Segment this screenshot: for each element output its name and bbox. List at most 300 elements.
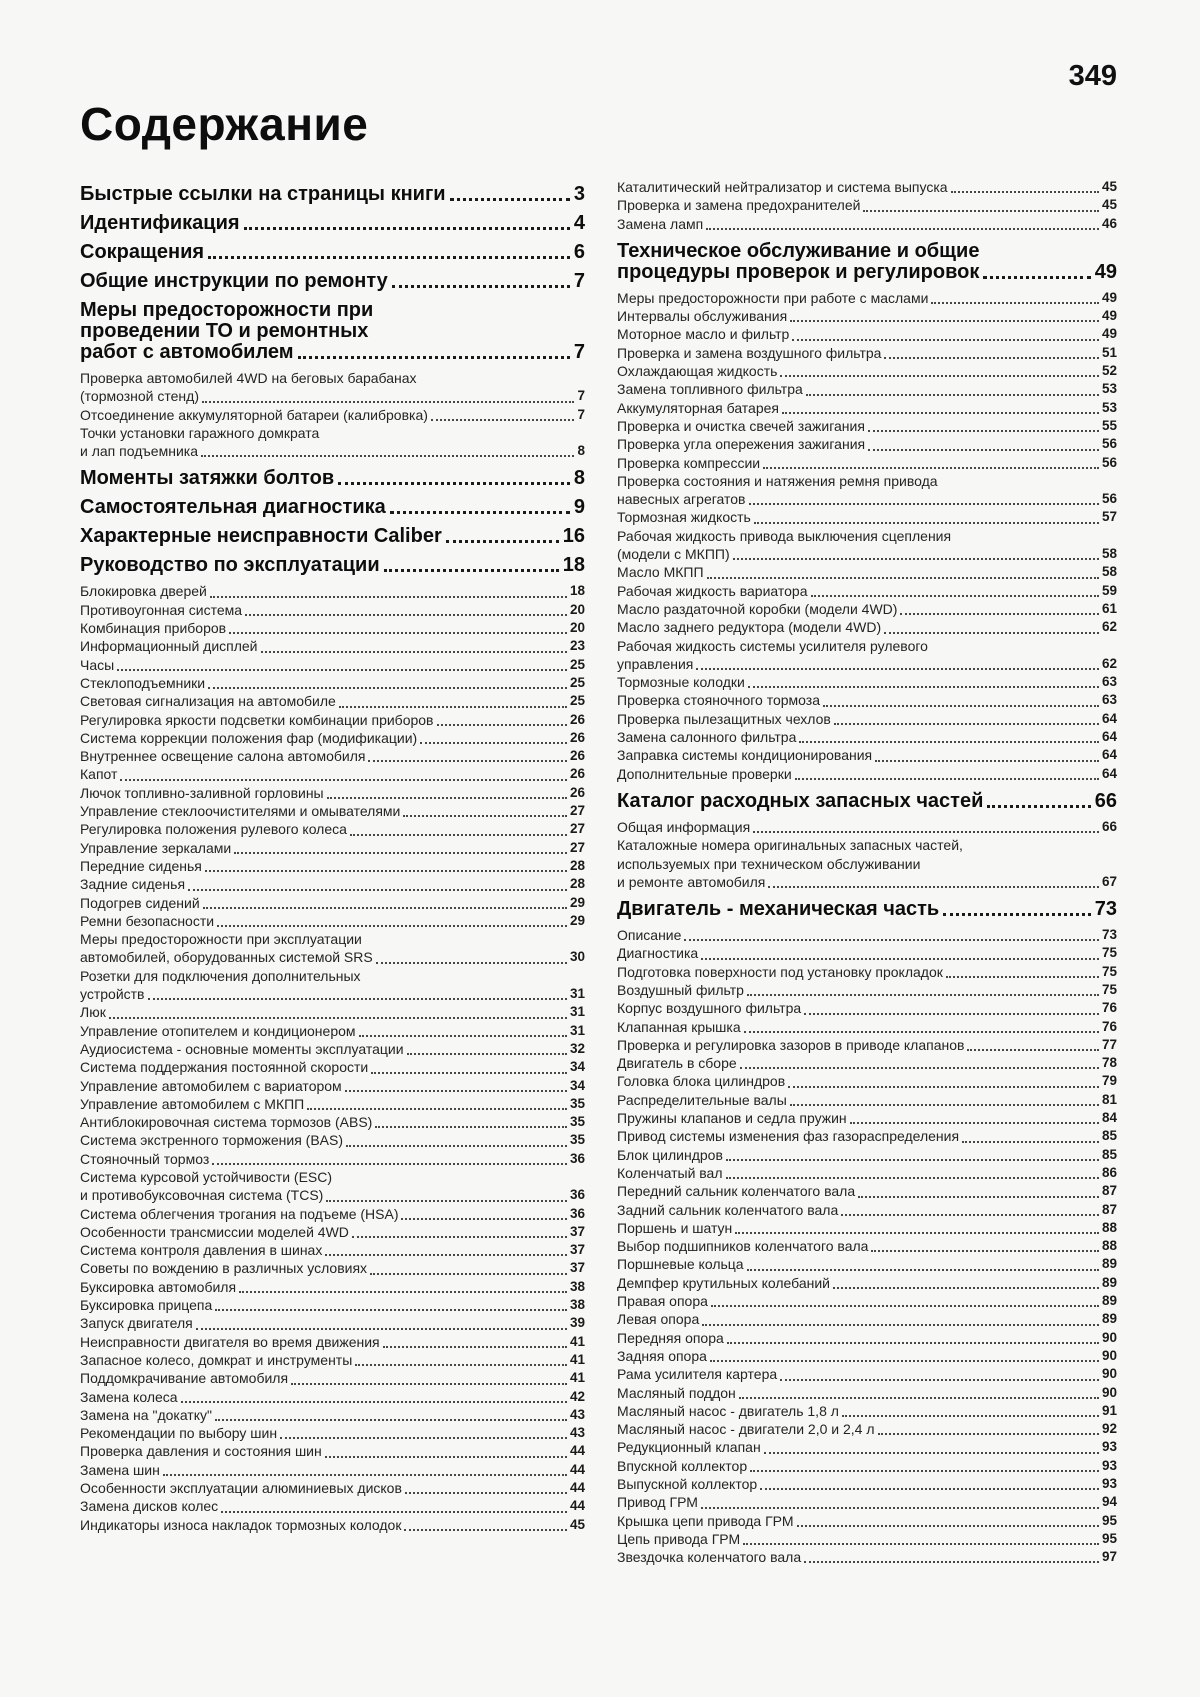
dot-leader (878, 1433, 1099, 1435)
toc-entry (617, 1347, 1117, 1365)
entry-page: 58 (1101, 546, 1117, 562)
toc-content (80, 98, 1117, 1566)
entry-page: 67 (1101, 873, 1117, 889)
dot-leader (404, 1529, 567, 1531)
dot-leader (201, 455, 574, 457)
entry-page: 51 (1101, 344, 1117, 360)
entry-title: Стояночный тормоз (80, 1150, 210, 1167)
entry-title: Головка блока цилиндров (617, 1073, 786, 1090)
entry-page: 64 (1101, 747, 1117, 763)
toc-entry (617, 944, 1117, 962)
toc-entry (617, 325, 1117, 343)
entry-title: Проверка и регулировка зазоров в приводе клапанов (617, 1036, 965, 1053)
toc-entry (617, 1310, 1117, 1328)
entry-page: 87 (1101, 1183, 1117, 1199)
entry-title: процедуры проверок и регулировок (617, 260, 980, 283)
entry-page: 49 (1101, 326, 1117, 342)
entry-page: 76 (1101, 1018, 1117, 1034)
dot-leader (706, 228, 1099, 230)
dot-leader (375, 1126, 567, 1128)
toc-entry (617, 1420, 1117, 1438)
entry-page: 59 (1101, 582, 1117, 598)
entry-page: 89 (1101, 1311, 1117, 1327)
entry-title: Проверка давления и состояния шин (80, 1443, 322, 1460)
entry-title: Ремни безопасности (80, 912, 215, 929)
dot-leader (983, 276, 1090, 279)
entry-title: Клапанная крышка (617, 1018, 741, 1035)
entry-page: 56 (1101, 454, 1117, 470)
toc-entry (80, 526, 585, 547)
toc-entry (80, 1077, 585, 1095)
entry-title: Аккумуляторная батарея (617, 399, 779, 416)
dot-leader (420, 742, 567, 744)
entry-title: Руководство по эксплуатации (80, 554, 380, 577)
dot-leader (202, 401, 574, 403)
entry-title: Проверка пылезащитных чехлов (617, 710, 831, 727)
entry-page: 25 (569, 674, 585, 690)
toc-entry (617, 1255, 1117, 1273)
entry-title: Описание (617, 927, 682, 944)
toc-entry (617, 1512, 1117, 1530)
dot-leader (726, 1159, 1099, 1161)
entry-page: 7 (577, 388, 585, 404)
toc-entry (617, 673, 1117, 691)
toc-entry (80, 424, 585, 461)
toc-entry (617, 1493, 1117, 1511)
dot-leader (747, 1269, 1099, 1271)
entry-page: 75 (1101, 963, 1117, 979)
dot-leader (753, 831, 1099, 833)
entry-title: Подогрев сидений (80, 894, 200, 911)
entry-page: 43 (569, 1406, 585, 1422)
toc-entry (617, 791, 1117, 812)
entry-title: используемых при техническом обслуживании (617, 855, 921, 872)
dot-leader (355, 1364, 567, 1366)
entry-title: Световая сигнализация на автомобиле (80, 693, 336, 710)
toc-entry (80, 1150, 585, 1168)
entry-title: Стеклоподъемники (80, 674, 206, 691)
dot-leader (244, 227, 570, 230)
toc-entry (617, 1201, 1117, 1219)
dot-leader (205, 870, 567, 872)
entry-page: 66 (1094, 789, 1117, 812)
dot-leader (234, 852, 567, 854)
entry-title: Меры предосторожности при эксплуатации (80, 931, 362, 948)
entry-title: Проверка стояночного тормоза (617, 692, 820, 709)
toc-entry (617, 1438, 1117, 1456)
dot-leader (208, 256, 570, 259)
toc-entry (80, 582, 585, 600)
toc-entry (617, 435, 1117, 453)
entry-title: Корпус воздушного фильтра (617, 1000, 802, 1017)
toc-entry (617, 600, 1117, 618)
toc-entry (617, 728, 1117, 746)
toc-entry (80, 1278, 585, 1296)
toc-entry (80, 967, 585, 1004)
entry-title: Замена шин (80, 1461, 160, 1478)
dot-leader (239, 1291, 567, 1293)
dot-leader (967, 1049, 1099, 1051)
toc-entry (80, 1516, 585, 1534)
toc-entry (80, 839, 585, 857)
entry-page: 56 (1101, 491, 1117, 507)
entry-title: Передняя опора (617, 1329, 724, 1346)
entry-title: Правая опора (617, 1293, 708, 1310)
entry-title: Индикаторы износа накладок тормозных колодок (80, 1516, 402, 1533)
dot-leader (371, 1072, 567, 1074)
entry-title: Цепь привода ГРМ (617, 1530, 741, 1547)
entry-page: 29 (569, 894, 585, 910)
toc-entry (617, 527, 1117, 564)
dot-leader (780, 1379, 1099, 1381)
entry-title: Управление зеркалами (80, 839, 232, 856)
entry-page: 41 (569, 1351, 585, 1367)
entry-title: Рама усилителя картера (617, 1366, 778, 1383)
entry-page: 27 (569, 821, 585, 837)
dot-leader (196, 1328, 567, 1330)
toc-entry (80, 1241, 585, 1259)
toc-entry (80, 1131, 585, 1149)
entry-title: Масляный поддон (617, 1384, 736, 1401)
dot-leader (763, 467, 1099, 469)
entry-page: 39 (569, 1315, 585, 1331)
dot-leader (229, 632, 567, 634)
dot-leader (931, 302, 1099, 304)
entry-page: 94 (1101, 1494, 1117, 1510)
entry-title: Система облегчения трогания на подъеме (HSA) (80, 1205, 399, 1222)
entry-page: 37 (569, 1242, 585, 1258)
entry-title: Дополнительные проверки (617, 765, 792, 782)
dot-leader (850, 1122, 1099, 1124)
toc-entry (80, 857, 585, 875)
entry-page: 64 (1101, 729, 1117, 745)
entry-title: Антиблокировочная система тормозов (ABS) (80, 1114, 373, 1131)
entry-title: Часы (80, 656, 115, 673)
dot-leader (946, 976, 1099, 978)
dot-leader (327, 797, 567, 799)
dot-leader (221, 1511, 567, 1513)
entry-page: 58 (1101, 564, 1117, 580)
entry-title: устройств (80, 986, 145, 1003)
entry-page: 89 (1101, 1293, 1117, 1309)
toc-entry (617, 563, 1117, 581)
entry-page: 25 (569, 693, 585, 709)
toc-entry (617, 508, 1117, 526)
entry-title: Проверка и замена воздушного фильтра (617, 344, 882, 361)
entry-title: и ремонте автомобиля (617, 873, 766, 890)
dot-leader (215, 1419, 567, 1421)
toc-entry (617, 1457, 1117, 1475)
entry-page: 86 (1101, 1164, 1117, 1180)
toc-entry (617, 1091, 1117, 1109)
toc-entry (80, 1351, 585, 1369)
dot-leader (760, 1488, 1099, 1490)
page-title: Содержание (80, 98, 369, 150)
entry-title: Редукционный клапан (617, 1439, 761, 1456)
entry-title: Система коррекции положения фар (модификации) (80, 729, 418, 746)
toc-entry (617, 1384, 1117, 1402)
entry-page: 3 (573, 183, 585, 205)
entry-title: Проверка и очистка свечей зажигания (617, 417, 865, 434)
entry-title: Проверка угла опережения зажигания (617, 436, 866, 453)
entry-page: 42 (569, 1388, 585, 1404)
dot-leader (280, 1437, 567, 1439)
entry-title: (модели с МКПП) (617, 546, 730, 563)
toc-entry (617, 963, 1117, 981)
entry-title: Буксировка прицепа (80, 1297, 213, 1314)
entry-title: и лап подъемника (80, 443, 198, 460)
entry-title: Коленчатый вал (617, 1164, 723, 1181)
toc-entry (617, 618, 1117, 636)
entry-page: 78 (1101, 1055, 1117, 1071)
dot-leader (261, 651, 567, 653)
dot-leader (875, 760, 1099, 762)
dot-leader (790, 1104, 1099, 1106)
toc-column-right (617, 178, 1117, 1566)
toc-entry (617, 215, 1117, 233)
entry-title: Заправка системы кондиционирования (617, 747, 873, 764)
dot-leader (181, 1401, 567, 1403)
entry-title: Двигатель - механическая часть (617, 898, 940, 921)
dot-leader (711, 1305, 1099, 1307)
entry-title: Поршень и шатун (617, 1219, 733, 1236)
entry-title: (тормозной стенд) (80, 388, 199, 405)
entry-page: 28 (569, 876, 585, 892)
toc-entry (80, 1369, 585, 1387)
entry-title: Рабочая жидкость вариатора (617, 582, 808, 599)
toc-entry (80, 1168, 585, 1205)
toc-entry (80, 1406, 585, 1424)
entry-page: 62 (1101, 619, 1117, 635)
entry-title: работ с автомобилем (80, 341, 294, 363)
entry-page: 31 (569, 986, 585, 1002)
entry-page: 81 (1101, 1091, 1117, 1107)
entry-title: Поддомкрачивание автомобиля (80, 1370, 289, 1387)
toc-entry (80, 1113, 585, 1131)
dot-leader (298, 356, 570, 359)
entry-title: Передние сиденья (80, 857, 202, 874)
entry-title: Двигатель в сборе (617, 1055, 737, 1072)
dot-leader (345, 1090, 567, 1092)
toc-entry (80, 1388, 585, 1406)
dot-leader (749, 503, 1099, 505)
entry-title: Замена колеса (80, 1388, 178, 1405)
dot-leader (450, 198, 570, 201)
entry-page: 38 (569, 1278, 585, 1294)
entry-page: 18 (569, 583, 585, 599)
dot-leader (727, 1342, 1099, 1344)
dot-leader (117, 669, 567, 671)
entry-title: Рабочая жидкость системы усилителя рулевого (617, 637, 928, 654)
entry-page: 75 (1101, 981, 1117, 997)
entry-page: 44 (569, 1443, 585, 1459)
entry-title: Запасное колесо, домкрат и инструменты (80, 1351, 353, 1368)
dot-leader (962, 1141, 1099, 1143)
entry-page: 97 (1101, 1549, 1117, 1565)
dot-leader (795, 778, 1099, 780)
toc-column-left (80, 98, 585, 1566)
entry-page: 20 (569, 601, 585, 617)
entry-page: 92 (1101, 1421, 1117, 1437)
entry-title: проведении ТО и ремонтных (80, 320, 369, 342)
dot-leader (338, 482, 570, 485)
entry-page: 29 (569, 912, 585, 928)
dot-leader (401, 1218, 566, 1220)
entry-title: Отсоединение аккумуляторной батареи (калибровка) (80, 406, 428, 423)
toc-entry (617, 1146, 1117, 1164)
toc-entry (80, 271, 585, 292)
dot-leader (823, 705, 1099, 707)
toc-entry (617, 1127, 1117, 1145)
entry-page: 84 (1101, 1110, 1117, 1126)
dot-leader (943, 913, 1091, 916)
toc-entry (617, 1054, 1117, 1072)
entry-title: Противоугонная система (80, 601, 243, 618)
dot-leader (370, 1273, 567, 1275)
toc-entry (617, 472, 1117, 509)
entry-page: 7 (573, 341, 585, 363)
dot-leader (782, 412, 1099, 414)
dot-leader (780, 375, 1099, 377)
toc-entry (617, 1219, 1117, 1237)
entry-title: Рекомендации по выбору шин (80, 1425, 278, 1442)
entry-page: 31 (569, 1022, 585, 1038)
dot-leader (743, 1543, 1099, 1545)
entry-page: 31 (569, 1004, 585, 1020)
entry-page: 9 (573, 496, 585, 519)
dot-leader (212, 1163, 567, 1165)
entry-title: Розетки для подключения дополнительных (80, 967, 361, 984)
entry-title: Запуск двигателя (80, 1315, 193, 1332)
entry-title: Проверка и замена предохранителей (617, 197, 861, 214)
entry-page: 25 (569, 656, 585, 672)
dot-leader (696, 668, 1099, 670)
toc-entry (80, 692, 585, 710)
entry-title: Звездочка коленчатого вала (617, 1549, 802, 1566)
dot-leader (376, 962, 567, 964)
toc-entry (80, 1040, 585, 1058)
toc-entry (80, 674, 585, 692)
toc-entry (617, 399, 1117, 417)
entry-title: Замена дисков колес (80, 1498, 219, 1515)
toc-entry (617, 1237, 1117, 1255)
entry-title: Распределительные валы (617, 1091, 787, 1108)
toc-entry (617, 1329, 1117, 1347)
toc-entry (617, 981, 1117, 999)
toc-entry (80, 1314, 585, 1332)
entry-title: навесных агрегатов (617, 491, 746, 508)
dot-leader (346, 1145, 567, 1147)
entry-title: Неисправности двигателя во время движения (80, 1333, 380, 1350)
dot-leader (684, 939, 1099, 941)
entry-page: 7 (573, 270, 585, 292)
toc-entry (80, 784, 585, 802)
entry-page: 35 (569, 1132, 585, 1148)
dot-leader (900, 613, 1099, 615)
toc-entry (617, 1164, 1117, 1182)
toc-entry (80, 1424, 585, 1442)
toc-entries-left (80, 176, 585, 1534)
entry-title: Люк (80, 1004, 106, 1021)
toc-entry (80, 802, 585, 820)
dot-leader (841, 1214, 1099, 1216)
toc-entry (617, 582, 1117, 600)
toc-entry (80, 894, 585, 912)
toc-entry (80, 747, 585, 765)
entry-page: 64 (1101, 765, 1117, 781)
toc-entry (617, 1292, 1117, 1310)
toc-entry (80, 300, 585, 363)
entry-page: 49 (1101, 308, 1117, 324)
toc-entry (80, 1003, 585, 1021)
entry-title: автомобилей, оборудованных системой SRS (80, 949, 373, 966)
dot-leader (403, 815, 567, 817)
entry-page: 26 (569, 748, 585, 764)
entry-title: Меры предосторожности при работе с маслами (617, 289, 929, 306)
entry-title: Информационный дисплей (80, 638, 258, 655)
entry-title: Управление отопителем и кондиционером (80, 1022, 356, 1039)
entry-title: Каталитический нейтрализатор и система выпуска (617, 179, 948, 195)
dot-leader (744, 1031, 1099, 1033)
entry-page: 57 (1101, 509, 1117, 525)
toc-entry (80, 468, 585, 489)
dot-leader (868, 449, 1099, 451)
dot-leader (352, 1236, 567, 1238)
dot-leader (790, 320, 1099, 322)
entry-title: Задний сальник коленчатого вала (617, 1201, 839, 1218)
dot-leader (339, 706, 567, 708)
dot-leader (203, 907, 567, 909)
entry-page: 45 (569, 1516, 585, 1532)
dot-leader (701, 1507, 1099, 1509)
entry-title: Система курсовой устойчивости (ESC) (80, 1168, 333, 1185)
entry-page: 85 (1101, 1128, 1117, 1144)
toc-entry (617, 710, 1117, 728)
entry-page: 26 (569, 784, 585, 800)
toc-entry (617, 178, 1117, 196)
entry-title: Особенности трансмиссии моделей 4WD (80, 1223, 349, 1240)
toc-entry (80, 656, 585, 674)
dot-leader (701, 958, 1099, 960)
entry-title: Масло заднего редуктора (модели 4WD) (617, 619, 882, 636)
entry-title: Управление автомобилем с МКПП (80, 1095, 305, 1112)
entry-page: 45 (1101, 197, 1117, 213)
dot-leader (163, 1474, 567, 1476)
entry-page: 32 (569, 1040, 585, 1056)
entry-title: Буксировка автомобиля (80, 1278, 237, 1295)
entry-page: 49 (1101, 289, 1117, 305)
entry-title: Управление автомобилем с вариатором (80, 1077, 342, 1094)
dot-leader (109, 1017, 567, 1019)
toc-entry (80, 875, 585, 893)
entry-title: Система контроля давления в шинах (80, 1242, 323, 1259)
dot-leader (407, 1053, 567, 1055)
dot-leader (188, 889, 567, 891)
toc-entry (80, 619, 585, 637)
entry-title: Проверка состояния и натяжения ремня привода (617, 472, 938, 489)
toc-entry (80, 1296, 585, 1314)
toc-entry (80, 711, 585, 729)
toc-entry (617, 454, 1117, 472)
entry-page: 53 (1101, 399, 1117, 415)
entry-title: Идентификация (80, 212, 240, 234)
toc-entry (80, 369, 585, 406)
entry-page: 41 (569, 1370, 585, 1386)
toc-entry (617, 818, 1117, 836)
toc-entry (617, 1548, 1117, 1566)
toc-entry (80, 765, 585, 783)
entry-page: 46 (1101, 215, 1117, 231)
